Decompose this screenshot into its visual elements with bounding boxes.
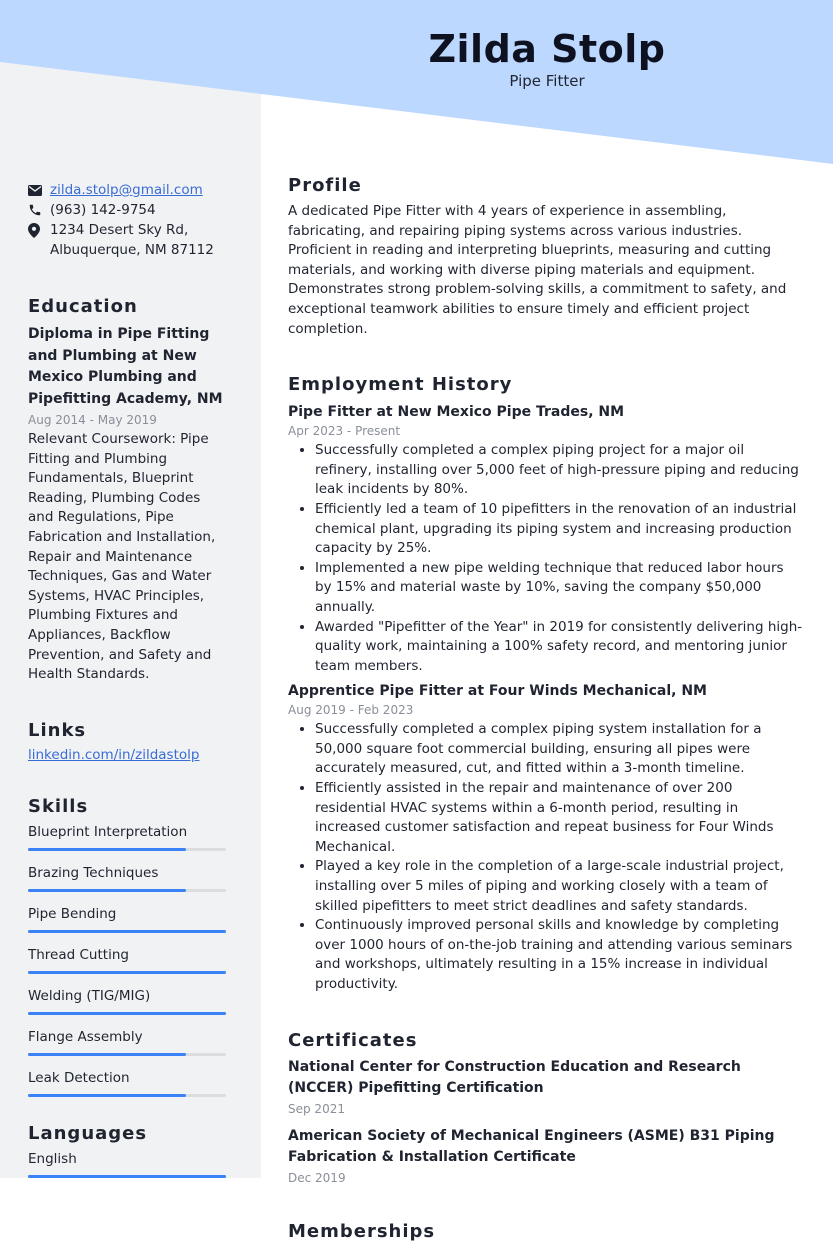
candidate-name: Zilda Stolp <box>428 27 666 71</box>
certificates-section <box>288 1030 803 1187</box>
skill-level-fill <box>28 889 186 892</box>
job-bullets <box>288 720 803 994</box>
skill-level-fill <box>28 1094 186 1097</box>
address-line-2: Albuquerque, NM 87112 <box>50 242 214 258</box>
job-title: Apprentice Pipe Fitter at Four Winds Mechanical, NM <box>288 683 707 700</box>
job-bullet: • Played a key role in the completion of a large-scale industrial project, installing over 5 miles of piping and working closely with a team of skilled pipefitters to meet strict deadlines and safety standards. <box>315 857 803 916</box>
job-entry <box>288 402 803 676</box>
sidebar <box>28 180 226 1178</box>
skills-list <box>28 823 226 1097</box>
skill-level-bar <box>28 889 226 892</box>
jobs-list <box>288 402 803 994</box>
certificate-entry <box>288 1057 803 1118</box>
skill-level-bar <box>28 930 226 933</box>
education-heading: Education <box>28 296 138 317</box>
address <box>50 220 214 260</box>
skill-level-bar <box>28 1012 226 1015</box>
skill-item <box>28 1069 226 1097</box>
mail-icon <box>28 180 50 200</box>
education-degree: Diploma in Pipe Fitting and Plumbing at New Mexico Plumbing and Pipefitting Academy, NM <box>28 326 223 407</box>
skill-level-bar <box>28 848 226 851</box>
skill-level-fill <box>28 1012 226 1015</box>
job-title: Pipe Fitter at New Mexico Pipe Trades, NM <box>288 404 625 421</box>
job-bullet: • Successfully completed a complex piping system installation for a 50,000 square foot commercial building, ensuring all pipes were accurately measured, cut, and fitted within a 3-month timeline. <box>315 720 803 779</box>
skills-section <box>28 796 226 1097</box>
phone-icon <box>28 200 50 220</box>
profile-text: A dedicated Pipe Fitter with 4 years of experience in assembling, fabricating, and repairing piping systems across various industries. Proficient in reading and interpreting blueprints, measuring and cutting materials, and working with diverse piping materials and equipment. Demonstrates strong problem-solving skills, a commitment to safety, and exceptional teamwork abilities to ensure timely and efficient project completion. <box>288 203 787 337</box>
skill-level-fill <box>28 1053 186 1056</box>
contact-email <box>28 180 226 200</box>
skill-level-bar <box>28 971 226 974</box>
certificate-date: Dec 2019 <box>288 1170 346 1185</box>
job-bullet: • Continuously improved personal skills and knowledge by completing over 1000 hours of on-the-job training and attending various seminars and workshops, ultimately resulting in a 15% increase in individual productivity. <box>315 916 803 994</box>
skill-item <box>28 946 226 974</box>
location-pin-icon <box>28 220 50 240</box>
phone-number: (963) 142-9754 <box>50 202 156 218</box>
skill-item <box>28 864 226 892</box>
linkedin-link[interactable]: linkedin.com/in/zildastolp <box>28 746 200 763</box>
email-link[interactable]: zilda.stolp@gmail.com <box>50 182 203 198</box>
language-level-fill <box>28 1175 226 1178</box>
profile-heading: Profile <box>288 175 362 196</box>
memberships-section <box>288 1221 803 1242</box>
job-bullet: • Awarded "Pipefitter of the Year" in 2019 for consistently delivering high-quality work, maintaining a 100% safety record, and mentoring junior team members. <box>315 618 803 677</box>
job-bullets <box>288 441 803 676</box>
job-bullet: • Efficiently assisted in the repair and maintenance of over 200 residential HVAC systems within a 6-month period, resulting in increased customer satisfaction and repeat business for Four Winds Mechanical. <box>315 779 803 857</box>
skill-level-fill <box>28 848 186 851</box>
certificates-heading: Certificates <box>288 1029 418 1051</box>
address-line-1: 1234 Desert Sky Rd, <box>50 222 189 238</box>
main-content <box>288 175 803 1242</box>
languages-section <box>28 1123 226 1178</box>
job-entry <box>288 681 803 994</box>
language-name: English <box>28 1150 77 1167</box>
skill-name: Leak Detection <box>28 1069 130 1086</box>
languages-list <box>28 1150 226 1178</box>
certificate-title: American Society of Mechanical Engineers (ASME) B31 Piping Fabrication & Installation Certificate <box>288 1127 775 1166</box>
skill-name: Blueprint Interpretation <box>28 823 188 840</box>
job-dates: Apr 2023 - Present <box>288 424 401 439</box>
certificate-date: Sep 2021 <box>288 1101 345 1116</box>
skill-level-fill <box>28 930 226 933</box>
certificate-title: National Center for Construction Education and Research (NCCER) Pipefitting Certification <box>288 1058 741 1097</box>
skill-name: Thread Cutting <box>28 946 129 963</box>
links-section <box>28 720 226 763</box>
skill-level-bar <box>28 1094 226 1097</box>
languages-heading: Languages <box>28 1122 148 1144</box>
education-section <box>28 296 226 685</box>
skill-item <box>28 987 226 1015</box>
resume-header <box>261 27 833 90</box>
memberships-heading: Memberships <box>288 1220 436 1242</box>
education-dates: Aug 2014 - May 2019 <box>28 413 157 427</box>
certificate-entry <box>288 1126 803 1187</box>
certificates-list <box>288 1057 803 1187</box>
skill-level-fill <box>28 971 226 974</box>
language-item <box>28 1150 226 1178</box>
contact-address <box>28 220 226 260</box>
job-bullet: • Efficiently led a team of 10 pipefitters in the renovation of an industrial chemical plant, upgrading its piping system and increasing production capacity by 25%. <box>315 500 803 559</box>
skill-item <box>28 823 226 851</box>
contact-phone <box>28 200 226 220</box>
skill-item <box>28 905 226 933</box>
education-description: Relevant Coursework: Pipe Fitting and Plumbing Fundamentals, Blueprint Reading, Plumbing Codes and Regulations, Pipe Fabrication and Installation, Repair and Maintenance Techniques, Gas and Water Systems, HVAC Principles, Plumbing Fixtures and Appliances, Backflow Prevention, and Safety and Health Standards. <box>28 431 216 683</box>
skill-name: Welding (TIG/MIG) <box>28 987 151 1004</box>
skill-item <box>28 1028 226 1056</box>
job-bullet: • Implemented a new pipe welding technique that reduced labor hours by 15% and material waste by 10%, saving the company $50,000 annually. <box>315 559 803 618</box>
employment-heading: Employment History <box>288 374 513 396</box>
skill-name: Flange Assembly <box>28 1028 143 1045</box>
skill-name: Brazing Techniques <box>28 864 159 881</box>
links-heading: Links <box>28 719 87 741</box>
candidate-title: Pipe Fitter <box>509 72 585 90</box>
skills-heading: Skills <box>28 795 89 817</box>
employment-section <box>288 374 803 994</box>
contact-block <box>28 180 226 260</box>
job-bullet: • Successfully completed a complex piping project for a major oil refinery, installing over 5,000 feet of high-pressure piping and reducing leak incidents by 80%. <box>315 441 803 500</box>
profile-section <box>288 175 803 339</box>
skill-name: Pipe Bending <box>28 905 117 922</box>
language-level-bar <box>28 1175 226 1178</box>
skill-level-bar <box>28 1053 226 1056</box>
job-dates: Aug 2019 - Feb 2023 <box>288 703 414 718</box>
